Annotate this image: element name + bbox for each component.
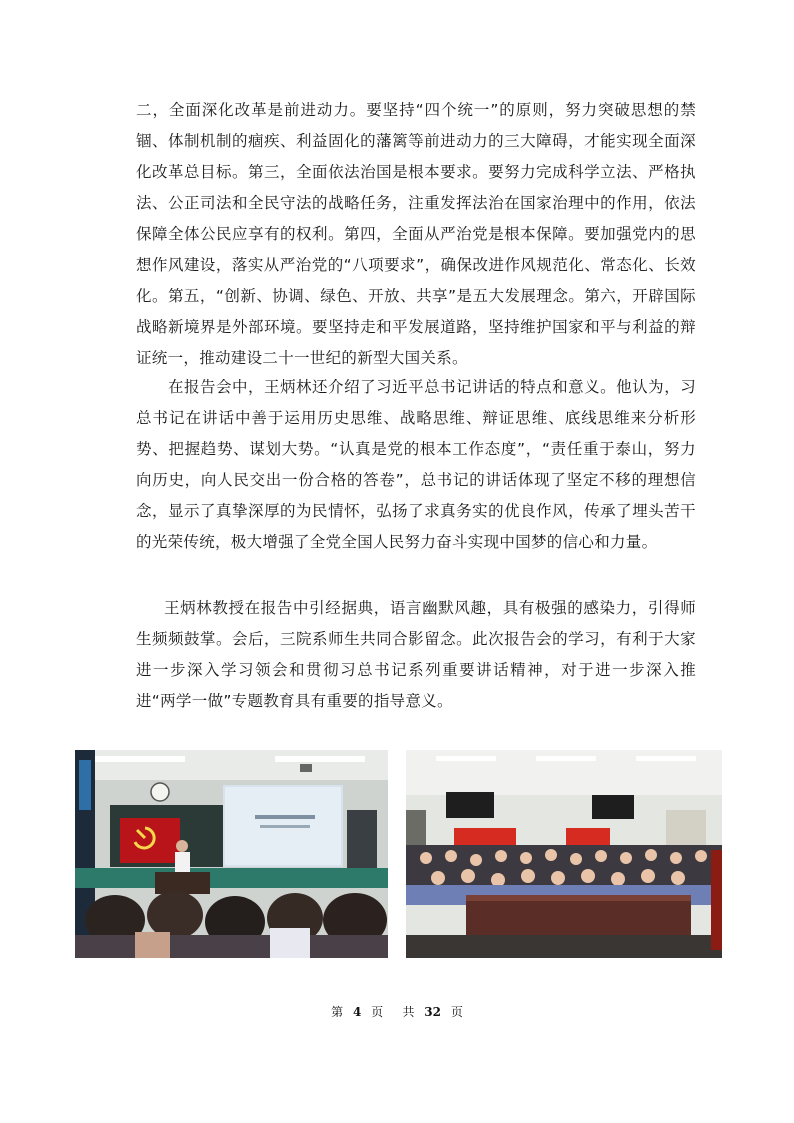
- paragraph-1: 二，全面深化改革是前进动力。要坚持“四个统一”的原则，努力突破思想的禁锢、体制机制的痼疾、利益固化的藩篱等前进动力的三大障碍，才能实现全面深化改革总目标。第三，全面依法治国是根本要求。要努力完成科学立法、严格执法、公正司法和全民守法的战略任务，注重发挥法治在国家治理中的作用，依法保障全体公民应享有的权利。第四，全面从严治党是根本保障。要加强党内的思想作风建设，落实从严治党的“八项要求”，确保改进作风规范化、常态化、长效化。第五，“创新、协调、绿色、开放、共享”是五大发展理念。第六，开辟国际战略新境界是外部环境。要坚持走和平发展道路，坚持维护国家和平与利益的辩证统一，推动建设二十一世纪的新型大国关系。: [136, 101, 696, 367]
- lecture-photo-left: [75, 750, 388, 958]
- footer-page-number: 4: [352, 1005, 362, 1019]
- page-footer: [0, 1003, 794, 1020]
- footer-total-unit: 页: [450, 1005, 463, 1019]
- footer-total-pages: 32: [424, 1005, 441, 1019]
- paragraph-3: 王炳林教授在报告中引经据典，语言幽默风趣，具有极强的感染力，引得师生频频鼓掌。会后，三院系师生共同合影留念。此次报告会的学习，有利于大家进一步深入学习领会和贯彻习总书记系列重要讲话精神，对于进一步深入推进“两学一做”专题教育具有重要的指导意义。: [136, 599, 696, 710]
- footer-page-prefix: 第: [331, 1005, 344, 1019]
- paragraph-2: 在报告会中，王炳林还介绍了习近平总书记讲话的特点和意义。他认为，习总书记在讲话中善于运用历史思维、战略思维、辩证思维、底线思维来分析形势、把握趋势、谋划大势。“认真是党的根本工作态度”，“责任重于泰山，努力向历史，向人民交出一份合格的答卷”，总书记的讲话体现了坚定不移的理想信念，显示了真挚深厚的为民情怀，弘扬了求真务实的优良作风，传承了埋头苦干的光荣传统，极大增强了全党全国人民努力奋斗实现中国梦的信心和力量。: [136, 378, 696, 551]
- audience-photo-right: [406, 750, 722, 958]
- footer-total-prefix: 共: [402, 1005, 415, 1019]
- footer-page-unit: 页: [371, 1005, 384, 1019]
